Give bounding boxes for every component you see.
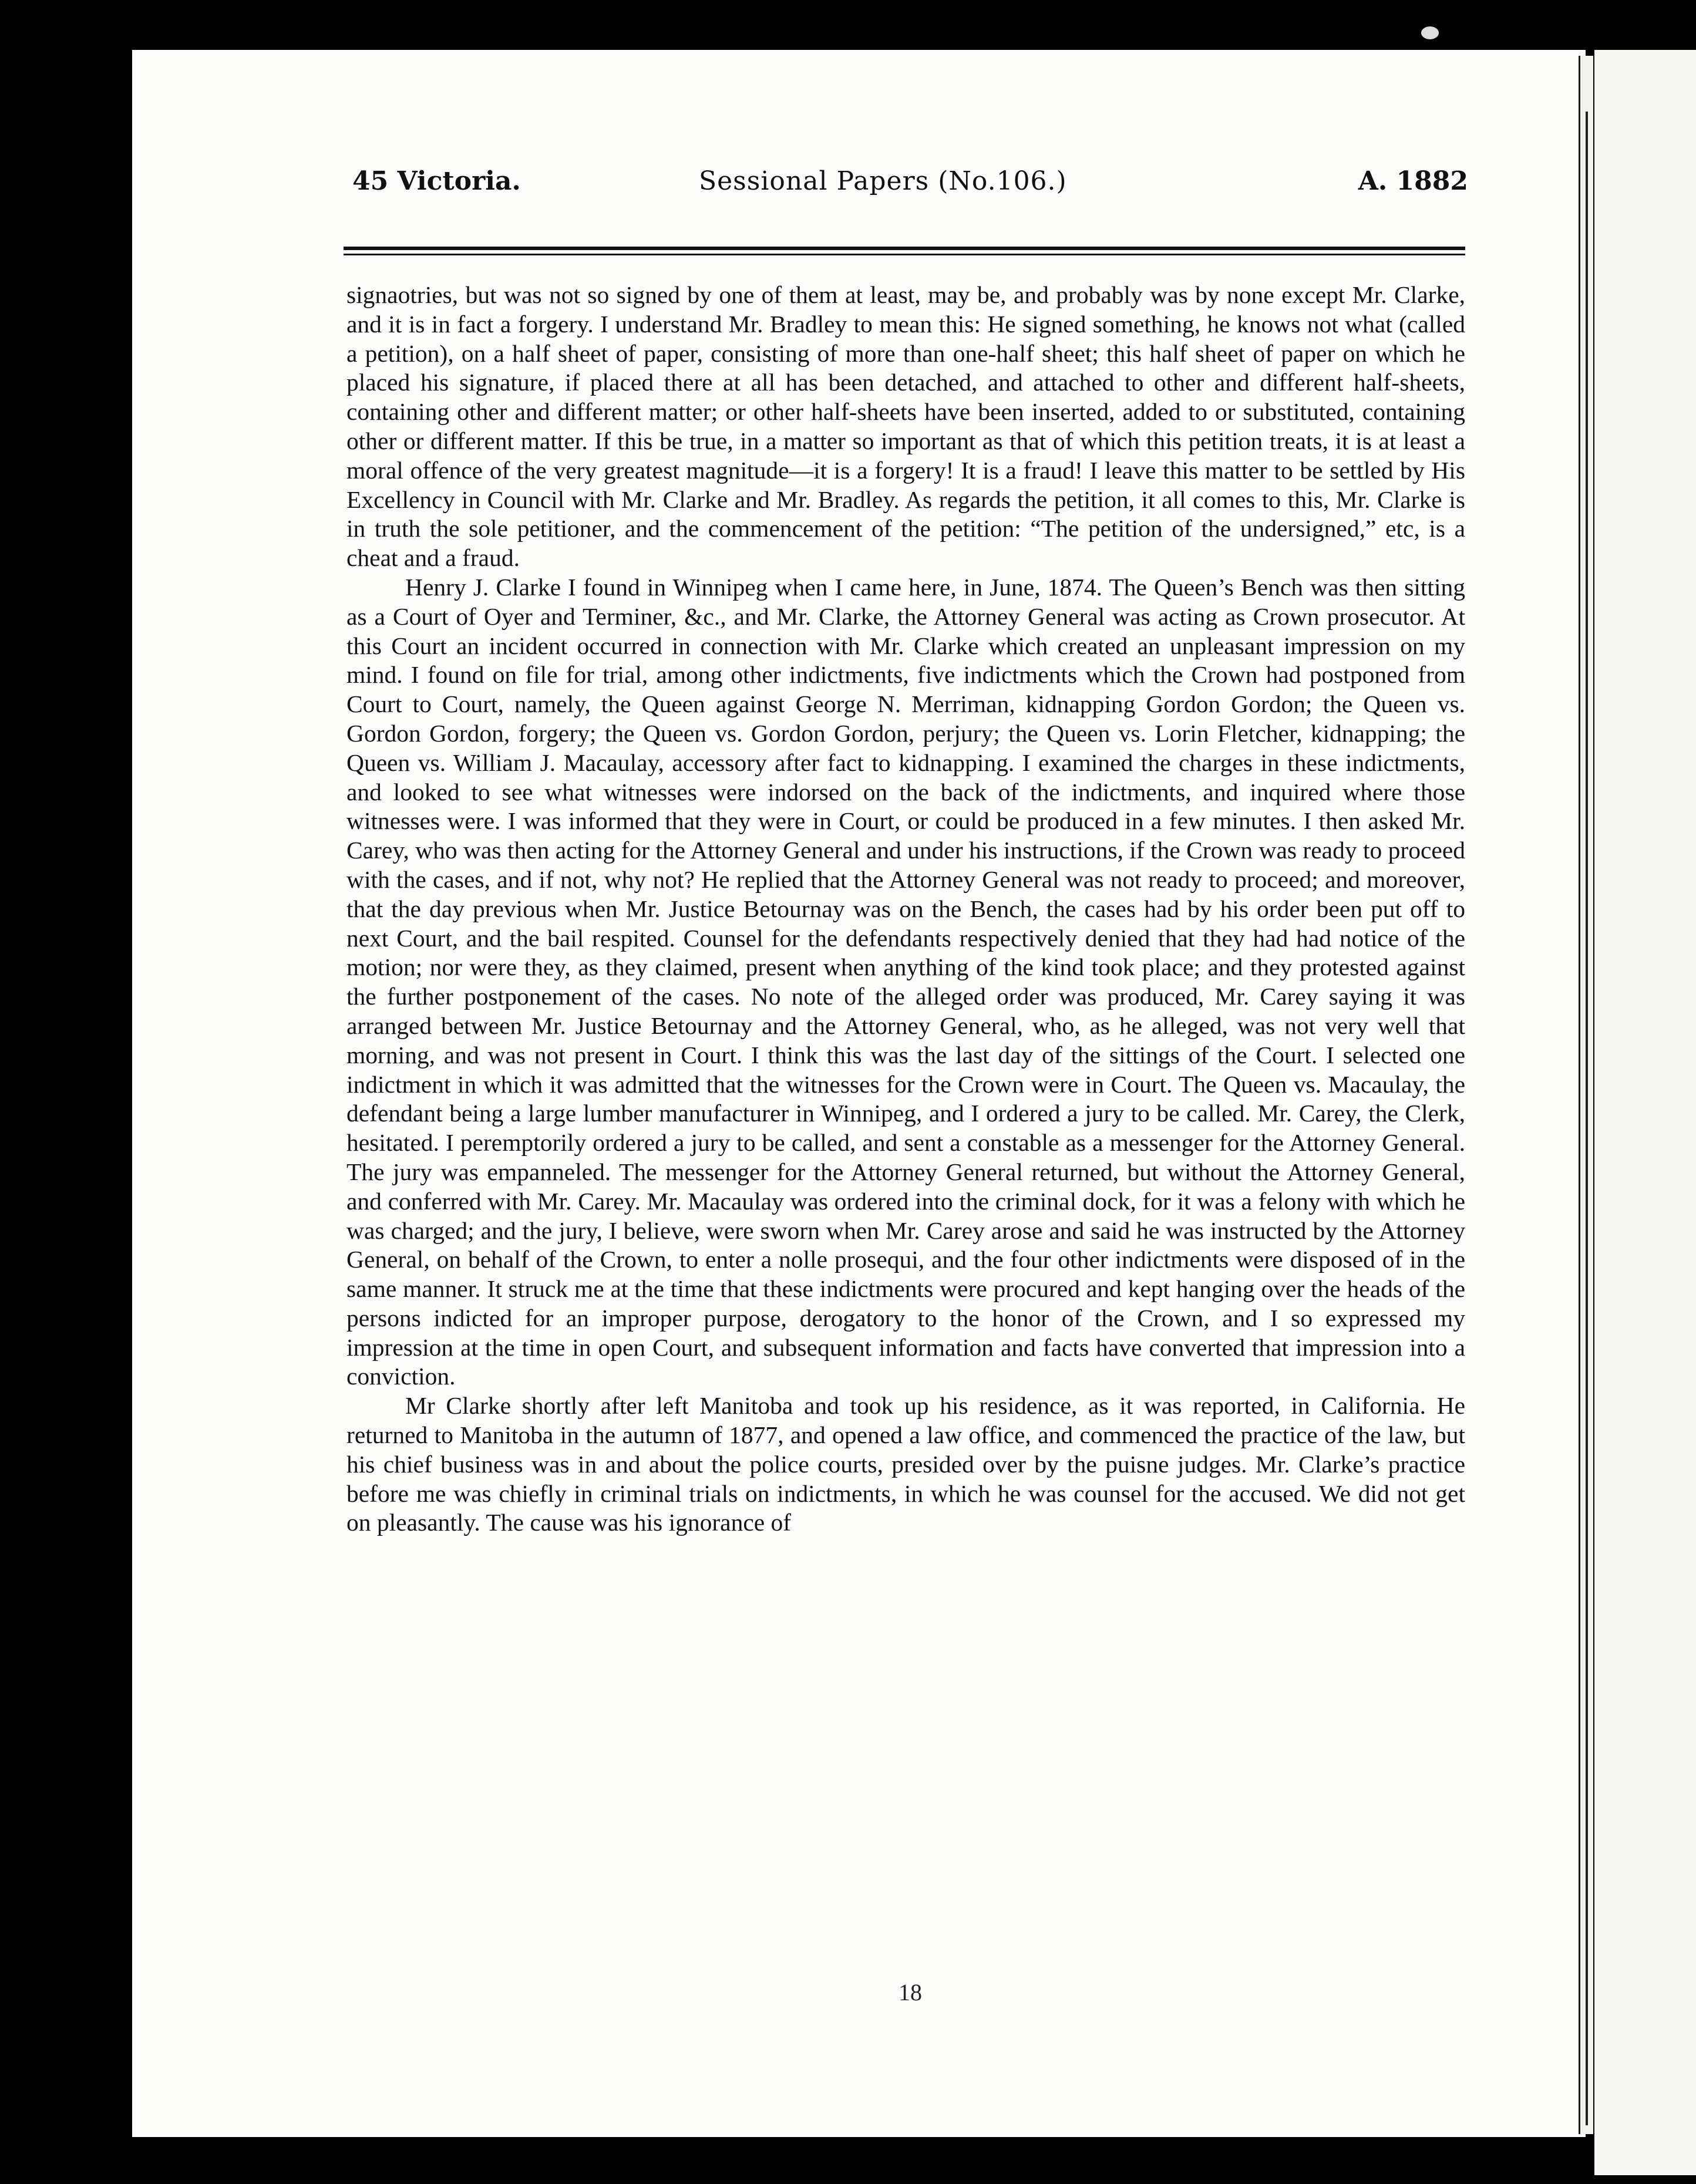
paragraph: Henry J. Clarke I found in Winnipeg when I came here, in June, 1874. The Queen’s Bench was then sitting as a Court of Oyer and Terminer, &c., and Mr. Clarke, the Attorney General was acting as Crown prosecutor. At this Court an incident occurred in connection with Mr. Clarke which created an unpleasant impression on my mind. I found on file for trial, among other indictments, five indictments which the Crown had postponed from Court to Court, namely, the Queen against George N. Merriman, kidnapping Gordon Gordon; the Queen vs. Gordon Gordon, forgery; the Queen vs. Gordon Gordon, perjury; the Queen vs. Lorin Fletcher, kidnapping; the Queen vs. William J. Macaulay, accessory after fact to kidnapping. I examined the charges in these indictments, and looked to see what witnesses were indorsed on the back of the indictments, and inquired where those witnesses were. I was informed that they were in Court, or could be produced in a few minutes. I then asked Mr. Carey, who was then acting for the Attorney General and under his instructions, if the Crown was ready to proceed with the cases, and if not, why not? He replied that the Attorney General was not ready to proceed; and moreover, that the day previous when Mr. Justice Betournay was on the Bench, the cases had by his order been put off to next Court, and the bail respited. Counsel for the defendants respectively denied that they had had notice of the motion; nor were they, as they claimed, present when anything of the kind took place; and they protested against the further postponement of the cases. No note of the alleged order was produced, Mr. Carey saying it was arranged between Mr. Justice Betournay and the Attorney General, who, as he alleged, was not very well that morning, and was not present in Court. I think this was the last day of the sittings of the Court. I selected one indictment in which it was admitted that the witnesses for the Crown were in Court. The Queen vs. Macaulay, the defendant being a large lumber manufacturer in Winnipeg, and I ordered a jury to be called. Mr. Carey, the Clerk, hesitated. I peremptorily ordered a jury to be called, and sent a constable as a messenger for the Attorney General. The jury was empanneled. The messenger for the Attorney General returned, but without the Attorney General, and conferred with Mr. Carey. Mr. Macaulay was ordered into the criminal dock, for it was a felony with which he was charged; and the jury, I believe, were sworn when Mr. Carey arose and said he was instructed by the Attorney General, on behalf of the Crown, to enter a nolle prosequi, and the four other indictments were disposed of in the same manner. It struck me at the time that these indictments were procured and kept hanging over the heads of the persons indicted for an improper purpose, derogatory to the honor of the Crown, and I so expressed my impression at the time in open Court, and subsequent information and facts have converted that impression into a conviction. <box>346 573 1465 1390</box>
ink-speck <box>1421 26 1439 39</box>
paragraph: Mr Clarke shortly after left Manitoba and took up his residence, as it was reported, in California. He returned to Manitoba in the autumn of 1877, and opened a law office, and commenced the practice of the law, but his chief business was in and about the police courts, presided over by the puisne judges. Mr. Clarke’s practice before me was chiefly in criminal trials on indictments, in which he was counsel for the accused. We did not get on pleasantly. The cause was his ignorance of <box>346 1392 1465 1536</box>
session-label: 45 Victoria. <box>352 166 521 196</box>
series-title: Sessional Papers (No.106.) <box>699 166 1067 196</box>
page-number: 18 <box>899 1979 922 2006</box>
adjacent-page-edge <box>1594 50 1696 2175</box>
running-header <box>352 166 1468 213</box>
body-text <box>346 281 1465 1831</box>
binding-line <box>1586 112 1588 2125</box>
header-rule-thin <box>344 254 1465 255</box>
year-label: A. 1882 <box>1358 166 1468 196</box>
paragraph: signaotries, but was not so signed by one of them at least, may be, and probably was by none except Mr. Clarke, and it is in fact a forgery. I understand Mr. Bradley to mean this: He signed something, he knows not what (called a petition), on a half sheet of paper, consisting of more than one-half sheet; this half sheet of paper on which he placed his signature, if placed there at all has been detached, and attached to other and different half-sheets, containing other and different matter; or other half-sheets have been inserted, added to or substituted, containing other or different matter. If this be true, in a matter so important as that of which this petition treats, it is at least a moral offence of the very greatest magnitude—it is a forgery! It is a fraud! I leave this matter to be settled by His Excellency in Council with Mr. Clarke and Mr. Bradley. As regards the petition, it all comes to this, Mr. Clarke is in truth the sole petitioner, and the commencement of the petition: “The petition of the undersigned,” etc, is a cheat and a fraud. <box>346 281 1465 572</box>
header-rule-thick <box>344 247 1465 250</box>
